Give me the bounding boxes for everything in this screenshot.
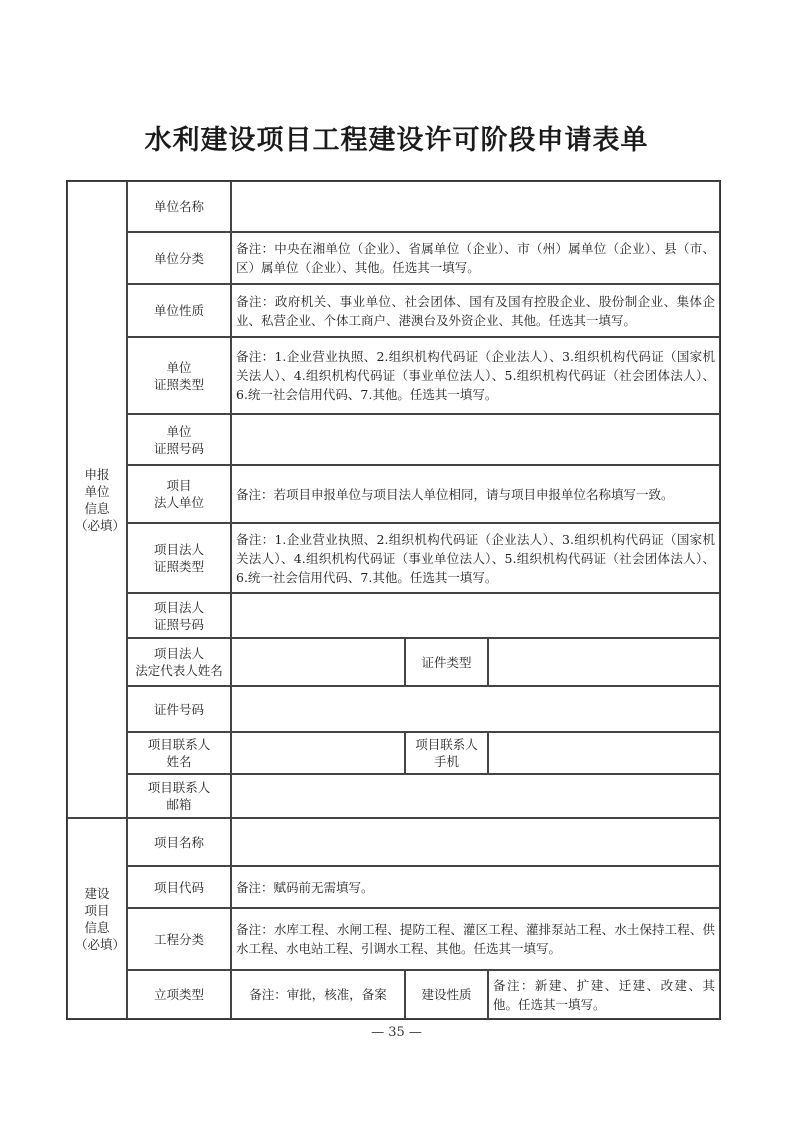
id-type-field[interactable] xyxy=(488,638,720,686)
contact-email-field[interactable] xyxy=(231,774,720,818)
project-name-label: 项目名称 xyxy=(127,818,231,866)
project-section-label xyxy=(67,818,127,1019)
cert-type-label: 单位 证照类型 xyxy=(127,337,231,414)
id-number-field[interactable] xyxy=(231,686,720,732)
legal-unit-field[interactable]: 备注：若项目申报单位与项目法人单位相同，请与项目申报单位名称填写一致。 xyxy=(231,465,720,523)
unit-category-field[interactable]: 备注：中央在湘单位（企业）、省属单位（企业）、市（州）属单位（企业）、县（市、区）属单位（企业）、其他。任选其一填写。 xyxy=(231,232,720,284)
contact-name-field[interactable] xyxy=(231,732,405,774)
contact-email-label: 项目联系人 邮箱 xyxy=(127,774,231,818)
contact-name-label: 项目联系人 姓名 xyxy=(127,732,231,774)
construction-nature-field[interactable]: 备注：新建、扩建、迁建、改建、其他。任选其一填写。 xyxy=(488,970,720,1019)
project-name-field[interactable] xyxy=(231,818,720,866)
unit-nature-label: 单位性质 xyxy=(127,284,231,337)
legal-cert-type-label: 项目法人 证照类型 xyxy=(127,523,231,593)
project-code-label: 项目代码 xyxy=(127,866,231,908)
application-form xyxy=(66,180,721,1020)
approval-type-field[interactable]: 备注：审批，核准，备案 xyxy=(231,970,405,1019)
legal-cert-type-field[interactable]: 备注：1.企业营业执照、2.组织机构代码证（企业法人）、3.组织机构代码证（国家机关法人）、4.组织机构代码证（事业单位法人）、5.组织机构代码证（社会团体法人）、6.统一社会信用代码、7.其他。任选其一填写。 xyxy=(231,523,720,593)
construction-nature-label: 建设性质 xyxy=(405,970,488,1019)
contact-phone-field[interactable] xyxy=(488,732,720,774)
unit-category-label: 单位分类 xyxy=(127,232,231,284)
cert-number-label: 单位 证照号码 xyxy=(127,414,231,465)
legal-unit-label: 项目 法人单位 xyxy=(127,465,231,523)
cert-type-field[interactable]: 备注：1.企业营业执照、2.组织机构代码证（企业法人）、3.组织机构代码证（国家机关法人）、4.组织机构代码证（事业单位法人）、5.组织机构代码证（社会团体法人）、6.统一社会信用代码、7.其他。任选其一填写。 xyxy=(231,337,720,414)
applicant-section-text: 申报 单位 信息 （必填） xyxy=(75,466,126,533)
approval-type-label: 立项类型 xyxy=(127,970,231,1019)
legal-cert-number-field[interactable] xyxy=(231,593,720,638)
contact-phone-label: 项目联系人 手机 xyxy=(405,732,488,774)
page-number: — 35 — xyxy=(371,1025,422,1040)
id-number-label: 证件号码 xyxy=(127,686,231,732)
unit-name-label: 单位名称 xyxy=(127,181,231,232)
legal-cert-number-label: 项目法人 证照号码 xyxy=(127,593,231,638)
project-code-field[interactable]: 备注：赋码前无需填写。 xyxy=(231,866,720,908)
project-category-field[interactable]: 备注：水库工程、水闸工程、提防工程、灌区工程、灌排泵站工程、水土保持工程、供水工程、水电站工程、引调水工程、其他。任选其一填写。 xyxy=(231,908,720,970)
unit-nature-field[interactable]: 备注：政府机关、事业单位、社会团体、国有及国有控股企业、股份制企业、集体企业、私营企业、个体工商户、港澳台及外资企业、其他。任选其一填写。 xyxy=(231,284,720,337)
project-category-label: 工程分类 xyxy=(127,908,231,970)
legal-representative-label: 项目法人 法定代表人姓名 xyxy=(127,638,231,686)
unit-name-field[interactable] xyxy=(231,181,720,232)
applicant-section-label xyxy=(67,181,127,818)
project-section-text: 建设 项目 信息 （必填） xyxy=(75,885,126,952)
id-type-label: 证件类型 xyxy=(405,638,488,686)
cert-number-field[interactable] xyxy=(231,414,720,465)
form-title: 水利建设项目工程建设许可阶段申请表单 xyxy=(144,125,649,156)
legal-representative-field[interactable] xyxy=(231,638,405,686)
